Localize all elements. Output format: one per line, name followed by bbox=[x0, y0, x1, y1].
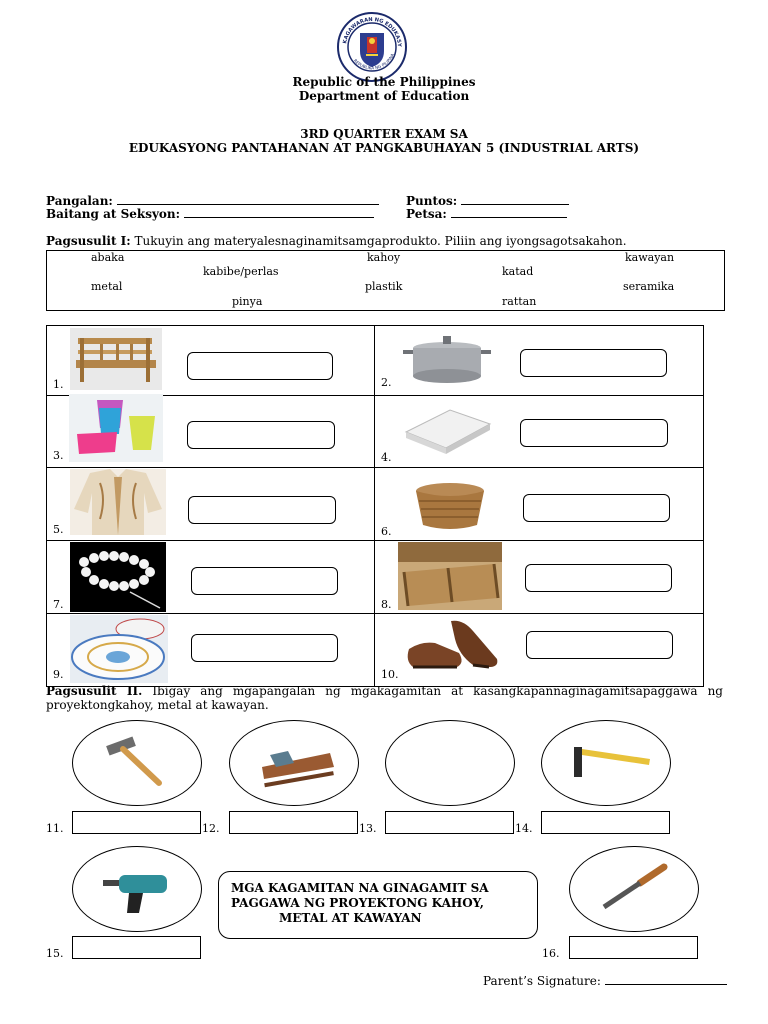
answer-box-10[interactable] bbox=[526, 631, 673, 659]
parent-signature-label: Parent’s Signature: bbox=[483, 974, 601, 988]
pearl-necklace-image bbox=[70, 542, 166, 612]
center-line-2: PAGGAWA NG PROYEKTONG KAHOY, bbox=[231, 896, 484, 910]
pina-fabric-image bbox=[398, 402, 494, 458]
bamboo-bench-image bbox=[70, 328, 162, 390]
answer-box-14[interactable] bbox=[541, 811, 670, 834]
choice-seramika: seramika bbox=[623, 280, 675, 293]
seal-bottom-text: REPUBLIKA NG PILIPINA bbox=[352, 52, 396, 71]
deped-seal bbox=[336, 11, 408, 83]
answer-box-12[interactable] bbox=[229, 811, 358, 834]
choices-box bbox=[46, 250, 725, 311]
answer-box-9[interactable] bbox=[191, 634, 338, 662]
answer-box-6[interactable] bbox=[523, 494, 670, 522]
date-label: Petsa: bbox=[406, 207, 447, 221]
choice-pinya: pinya bbox=[232, 295, 263, 308]
tool-oval-15 bbox=[72, 846, 202, 932]
name-label: Pangalan: bbox=[46, 194, 113, 208]
part2-heading bbox=[46, 684, 723, 712]
center-line-1: MGA KAGAMITAN NA GINAGAMIT SA bbox=[231, 881, 489, 895]
tool-oval-11 bbox=[72, 720, 202, 806]
item-number-3: 3. bbox=[53, 449, 64, 462]
item-number-11: 11. bbox=[46, 822, 64, 835]
tool-oval-12 bbox=[229, 720, 359, 806]
country-name: Republic of the Philippines bbox=[292, 75, 476, 89]
item-number-15: 15. bbox=[46, 947, 64, 960]
answer-box-1[interactable] bbox=[187, 352, 333, 380]
exam-title-2: EDUKASYONG PANTAHANAN AT PANGKABUHAYAN 5 (INDUSTRIAL ARTS) bbox=[128, 141, 640, 155]
answer-box-7[interactable] bbox=[191, 567, 338, 595]
rattan-basket-image bbox=[399, 469, 501, 535]
aluminum-pot-image bbox=[399, 328, 495, 390]
exam-title-1: 3RD QUARTER EXAM SA bbox=[300, 127, 468, 141]
item-number-2: 2. bbox=[381, 376, 392, 389]
item-number-8: 8. bbox=[381, 598, 392, 611]
part2-instruction: Ibigay ang mgapangalan ng mgakagamitan at kasangkapannaginagamitsapaggawa ng proyektongkahoy, metal at kawayan. bbox=[46, 684, 723, 712]
grade-section-line[interactable] bbox=[184, 206, 374, 218]
item-number-13: 13. bbox=[359, 822, 377, 835]
answer-box-5[interactable] bbox=[188, 496, 336, 524]
answer-box-4[interactable] bbox=[520, 419, 668, 447]
answer-box-13[interactable] bbox=[385, 811, 514, 834]
electric-drill-icon bbox=[73, 847, 201, 931]
answer-box-3[interactable] bbox=[187, 421, 335, 449]
grade-section-field[interactable] bbox=[46, 206, 374, 221]
barong-image bbox=[70, 469, 166, 535]
item-number-1: 1. bbox=[53, 378, 64, 391]
item-number-6: 6. bbox=[381, 525, 392, 538]
wood-plane-icon bbox=[230, 721, 358, 805]
answer-box-11[interactable] bbox=[72, 811, 201, 834]
chisel-icon bbox=[570, 847, 698, 931]
item-number-10: 10. bbox=[381, 668, 399, 681]
choice-kahoy: kahoy bbox=[367, 251, 401, 264]
score-label: Puntos: bbox=[406, 194, 458, 208]
part1-grid bbox=[46, 325, 704, 687]
hammer-icon bbox=[73, 721, 201, 805]
name-line[interactable] bbox=[117, 193, 379, 205]
item-number-14: 14. bbox=[515, 822, 533, 835]
center-title-box bbox=[218, 871, 538, 939]
choice-kabibe: kabibe/perlas bbox=[203, 265, 279, 278]
item-number-7: 7. bbox=[53, 598, 64, 611]
center-line-3: METAL AT KAWAYAN bbox=[279, 911, 422, 925]
department-name: Department of Education bbox=[298, 89, 470, 103]
ceramic-plates-image bbox=[70, 615, 168, 683]
tool-oval-13 bbox=[385, 720, 515, 806]
part1-heading bbox=[46, 234, 627, 248]
leather-shoes-image bbox=[403, 615, 503, 673]
parent-signature-field[interactable] bbox=[483, 973, 727, 988]
score-line[interactable] bbox=[461, 193, 569, 205]
answer-box-15[interactable] bbox=[72, 936, 201, 959]
plastic-cups-image bbox=[69, 394, 163, 462]
answer-box-16[interactable] bbox=[569, 936, 698, 959]
grade-section-label: Baitang at Seksyon: bbox=[46, 207, 181, 221]
wooden-bed-image bbox=[398, 542, 502, 610]
item-number-9: 9. bbox=[53, 668, 64, 681]
choice-kawayan: kawayan bbox=[625, 251, 675, 264]
part2-title: Pagsusulit II. bbox=[46, 684, 143, 698]
try-square-icon bbox=[542, 721, 670, 805]
part1-title: Pagsusulit I: bbox=[46, 234, 131, 248]
seal-top-text: KAGAWARAN NG EDUKASY bbox=[342, 16, 403, 47]
item-number-12: 12. bbox=[202, 822, 220, 835]
choice-metal: metal bbox=[91, 280, 123, 293]
tool-oval-16 bbox=[569, 846, 699, 932]
answer-box-8[interactable] bbox=[525, 564, 672, 592]
part1-instruction: Tukuyin ang materyalesnaginamitsamgaprodukto. Piliin ang iyongsagotsakahon. bbox=[134, 234, 627, 248]
date-line[interactable] bbox=[451, 206, 567, 218]
choice-plastik: plastik bbox=[365, 280, 403, 293]
parent-signature-line[interactable] bbox=[605, 973, 727, 985]
choice-abaka: abaka bbox=[91, 251, 125, 264]
item-number-16: 16. bbox=[542, 947, 560, 960]
choice-rattan: rattan bbox=[502, 295, 537, 308]
item-number-5: 5. bbox=[53, 523, 64, 536]
item-number-4: 4. bbox=[381, 451, 392, 464]
date-field[interactable] bbox=[406, 206, 567, 221]
tool-oval-14 bbox=[541, 720, 671, 806]
answer-box-2[interactable] bbox=[520, 349, 667, 377]
choice-katad: katad bbox=[502, 265, 534, 278]
